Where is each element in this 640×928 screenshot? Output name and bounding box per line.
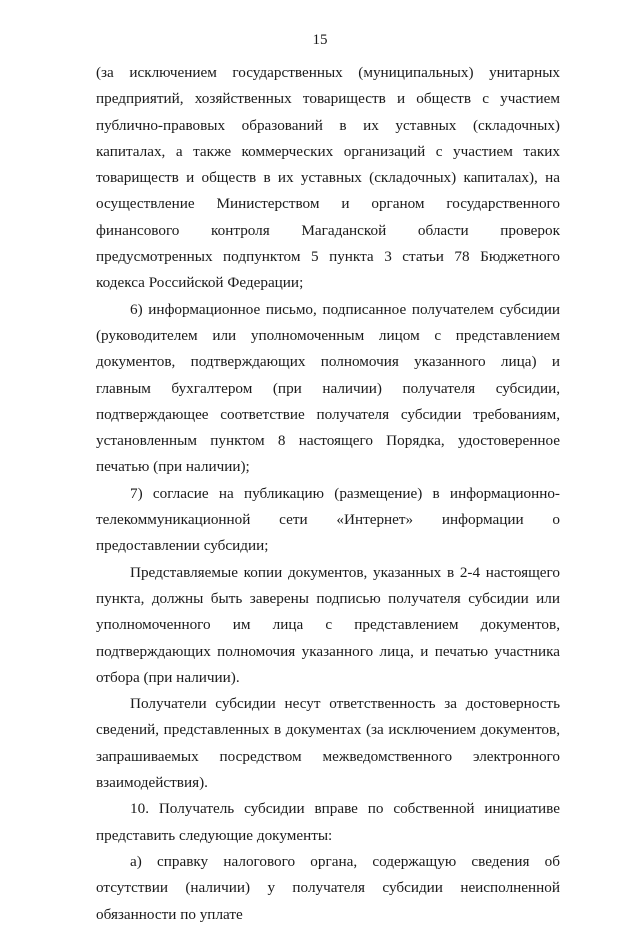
page-number: 15 <box>312 32 328 48</box>
paragraph-copies-certification: Представляемые копии документов, указанных в 2-4 настоящего пункта, должны быть заверены подписью получателя субсидии или уполномоченного им лица с представлением документов, подтверждающих полномочия указанного лица, и печатью участника отбора (при наличии). <box>96 563 560 686</box>
paragraph-continuation: (за исключением государственных (муниципальных) унитарных предприятий, хозяйственных товариществ и обществ с участием публично-правовых образований в их уставных (складочных) капиталах, а также коммерческих организаций с участием таких товариществ и обществ в их уставных (складочных) капиталах), на осуществление Министерством и органом государственного финансового контроля Магаданской области проверок предусмотренных подпунктом 5 пункта 3 статьи 78 Бюджетного кодекса Российской Федерации; <box>96 64 560 292</box>
paragraph-item-7: 7) согласие на публикацию (размещение) в информационно-телекоммуникационной сети «Интернет» информации о предоставлении субсидии; <box>96 484 560 555</box>
document-body <box>96 60 560 928</box>
paragraph-item-10a: а) справку налогового органа, содержащую сведения об отсутствии (наличии) у получателя субсидии неисполненной обязанности по уплате <box>96 852 560 923</box>
paragraph-item-10: 10. Получатель субсидии вправе по собственной инициативе представить следующие документы: <box>96 800 560 844</box>
paragraph-responsibility: Получатели субсидии несут ответственность за достоверность сведений, представленных в документах (за исключением документов, запрашиваемых посредством межведомственного электронного взаимодействия). <box>96 695 560 792</box>
paragraph-item-6: 6) информационное письмо, подписанное получателем субсидии (руководителем или уполномоченным лицом с представлением документов, подтверждающих полномочия указанного лица) и главным бухгалтером (при наличии) получателя субсидии, подтверждающее соответствие получателя субсидии требованиям, установленным пунктом 8 настоящего Порядка, удостоверенное печатью (при наличии); <box>96 300 560 476</box>
